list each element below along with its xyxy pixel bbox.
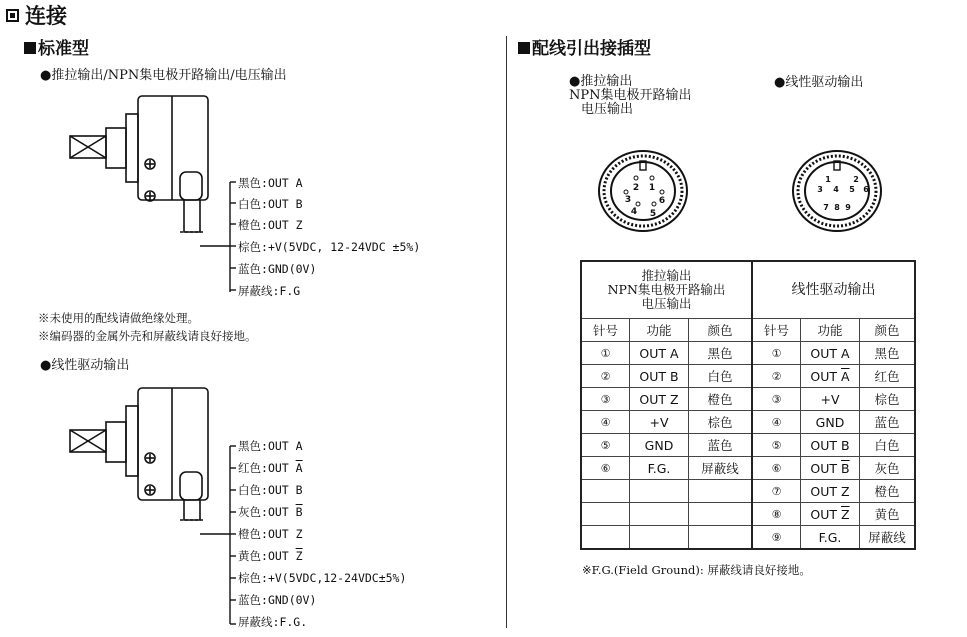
- pin-label: 1: [648, 183, 656, 193]
- note-insulation: ※未使用的配线请做绝缘处理。: [38, 311, 199, 325]
- wire-label: 蓝色:GND(0V): [238, 262, 317, 276]
- wire-label: 蓝色:GND(0V): [238, 593, 317, 607]
- table-row: ⑨ F.G. 屏蔽线: [581, 526, 915, 550]
- table-row: ③ OUT Z 橙色 ③ +V 棕色: [581, 388, 915, 411]
- wire-label: 黑色:OUT A: [238, 439, 303, 453]
- wire-bracket-standard: [200, 172, 240, 302]
- pin-label: 5: [649, 209, 657, 219]
- std-wire-list: [238, 176, 420, 306]
- wire-label: 红色:OUT $\overline{A}$: [238, 461, 303, 475]
- square-bullet-icon: [518, 42, 530, 54]
- pin-label: 1: [825, 175, 831, 184]
- wire-label: 橙色:OUT Z: [238, 218, 303, 232]
- standard-type-title: 标准型: [24, 39, 89, 59]
- connector-type-title: 配线引出接插型: [518, 39, 651, 59]
- table-row: ② OUT B 白色 ② OUT $\overline{A}$ 红色: [581, 365, 915, 388]
- page-title: 连接: [6, 4, 67, 28]
- pin-label: 3: [817, 185, 823, 194]
- checkbox-square-icon: [6, 9, 19, 22]
- pin-label: 7: [823, 203, 829, 212]
- wire-label: 白色:OUT B: [238, 197, 303, 211]
- wire-label: 棕色:+V(5VDC, 12-24VDC ±5%): [238, 240, 421, 254]
- wire-label: 屏蔽线:F.G: [238, 284, 301, 298]
- pin-label: 2: [853, 175, 859, 184]
- table-row: ④ +V 棕色 ④ GND 蓝色: [581, 411, 915, 434]
- connector-6pin-icon: [596, 148, 690, 234]
- table-header-right: 线性驱动输出: [752, 261, 915, 319]
- pin-label: 4: [630, 207, 638, 217]
- pin-table: [580, 260, 916, 550]
- wire-label: 黄色:OUT $\overline{Z}$: [238, 549, 303, 563]
- wire-label: 棕色:+V(5VDC,12-24VDC±5%): [238, 571, 407, 585]
- table-row: ⑤ GND 蓝色 ⑤ OUT B 白色: [581, 434, 915, 457]
- pin-label: 4: [833, 185, 839, 194]
- wire-label: 黑色:OUT A: [238, 176, 303, 190]
- table-row: ① OUT A 黑色 ① OUT A 黑色: [581, 342, 915, 365]
- column-headers: 针号 功能 颜色 针号 功能 颜色: [581, 319, 915, 342]
- table-row: ⑥ F.G. 屏蔽线 ⑥ OUT $\overline{B}$ 灰色: [581, 457, 915, 480]
- line-driver-heading: ●线性驱动输出: [40, 358, 130, 373]
- wire-label: 屏蔽线:F.G.: [238, 615, 308, 629]
- push-pull-heading: ●推拉输出/NPN集电极开路输出/电压输出: [40, 68, 287, 83]
- table-footnote: ※F.G.(Field Ground): 屏蔽线请良好接地。: [582, 563, 811, 577]
- connector2-label: ●线性驱动输出: [774, 75, 864, 90]
- table-header-left: 推拉输出 NPN集电极开路输出 电压输出: [581, 261, 752, 319]
- wire-label: 白色:OUT B: [238, 483, 303, 497]
- table-row: ⑧ OUT $\overline{Z}$ 黄色: [581, 503, 915, 526]
- pin-label: 3: [624, 195, 632, 205]
- connector1-label: ●推拉输出 NPN集电极开路输出 电压输出: [569, 74, 692, 117]
- square-bullet-icon: [24, 42, 36, 54]
- pin-label: 2: [632, 183, 640, 193]
- pin-label: 9: [845, 203, 851, 212]
- wire-label: 橙色:OUT Z: [238, 527, 303, 541]
- note-grounding: ※编码器的金属外壳和屏蔽线请良好接地。: [38, 329, 257, 343]
- pin-label: 8: [834, 203, 840, 212]
- ld-wire-list: [238, 439, 406, 637]
- wire-label: 灰色:OUT $\overline{B}$: [238, 505, 303, 519]
- pin-label: 5: [849, 185, 855, 194]
- connector-9pin-icon: [790, 148, 884, 234]
- pin-label: 6: [658, 196, 666, 206]
- pin-label: 6: [863, 185, 869, 194]
- wire-bracket-line-driver: [200, 440, 240, 630]
- table-row: ⑦ OUT Z 橙色: [581, 480, 915, 503]
- column-divider: [506, 36, 507, 628]
